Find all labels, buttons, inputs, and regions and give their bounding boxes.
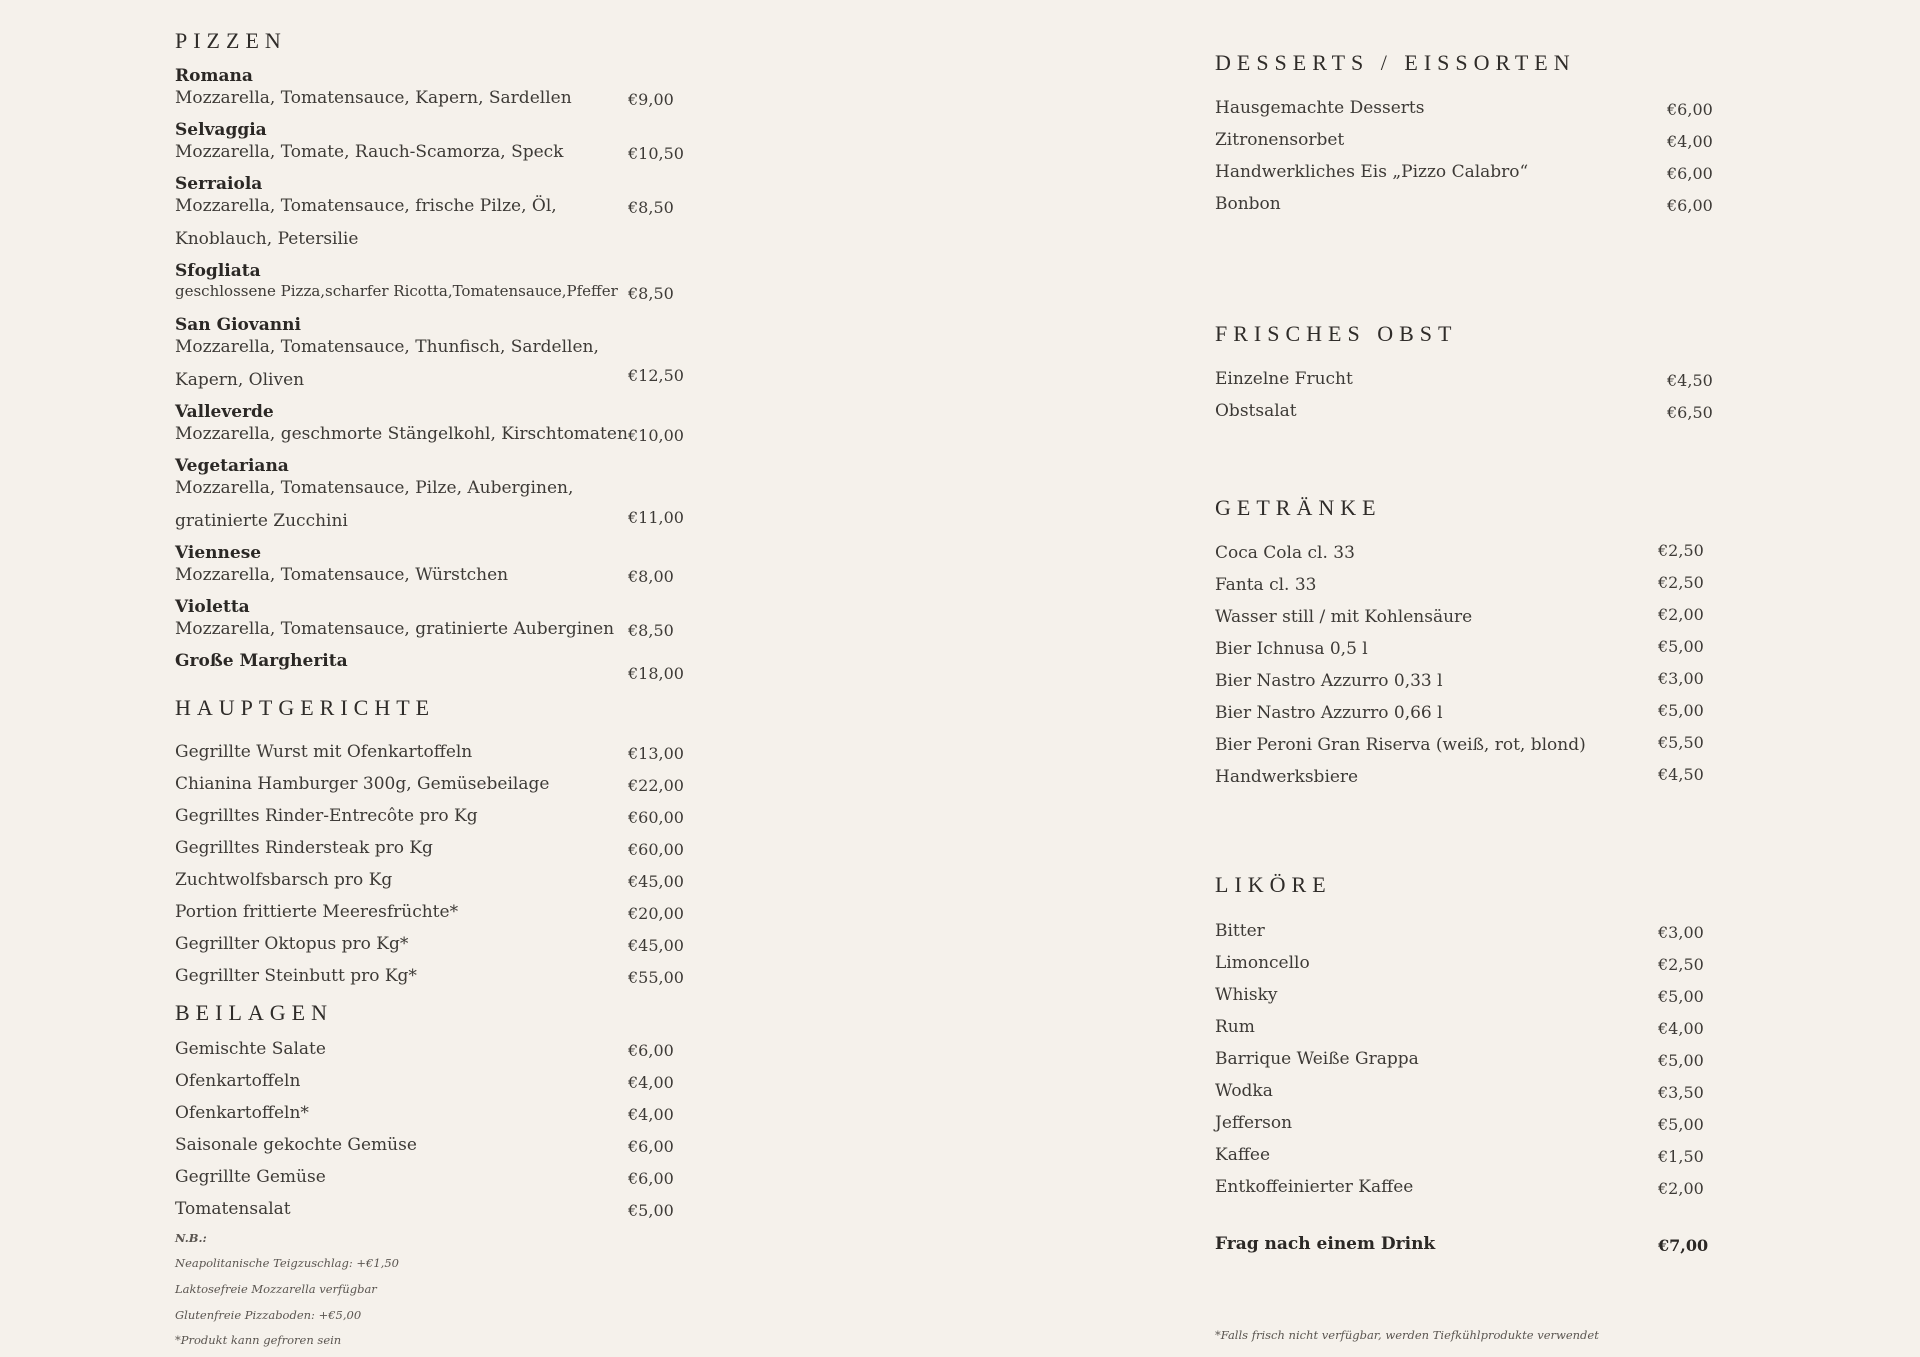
note-line: Glutenfreie Pizzaboden: +€5,00 <box>175 1308 362 1322</box>
pizza-description: Mozzarella, Tomatensauce, frische Pilze, Öl, <box>175 196 557 216</box>
note-line: *Produkt kann gefroren sein <box>175 1333 342 1347</box>
menu-item-price: €6,50 <box>1667 403 1713 422</box>
menu-item-price: €1,50 <box>1658 1147 1704 1166</box>
special-drink-price: €7,00 <box>1658 1236 1709 1255</box>
pizza-name: Selvaggia <box>175 120 267 140</box>
menu-item-name: Tomatensalat <box>175 1199 291 1219</box>
menu-item-name: Zitronensorbet <box>1215 130 1345 150</box>
menu-item-price: €4,00 <box>628 1073 674 1092</box>
menu-item-price: €2,50 <box>1658 573 1704 592</box>
menu-item-name: Kaffee <box>1215 1145 1271 1165</box>
menu-item-name: Bier Peroni Gran Riserva (weiß, rot, blond) <box>1215 735 1586 755</box>
note-line: Neapolitanische Teigzuschlag: +€1,50 <box>175 1256 399 1270</box>
pizza-description: Mozzarella, Tomate, Rauch-Scamorza, Speck <box>175 142 564 162</box>
pizza-description: Mozzarella, Tomatensauce, Thunfisch, Sardellen, <box>175 337 599 357</box>
pizza-price: €12,50 <box>628 366 684 385</box>
pizza-description: Mozzarella, Tomatensauce, Pilze, Auberginen, <box>175 478 574 498</box>
menu-item-price: €5,00 <box>628 1201 674 1220</box>
menu-item-price: €6,00 <box>628 1137 674 1156</box>
menu-item-name: Jefferson <box>1215 1113 1293 1133</box>
footnote: *Falls frisch nicht verfügbar, werden Tiefkühlprodukte verwendet <box>1215 1328 1599 1342</box>
section-title-desserts: DESSERTS / EISSORTEN <box>1215 50 1576 75</box>
pizza-price: €8,00 <box>628 567 674 586</box>
pizza-description-continued: Knoblauch, Petersilie <box>175 229 359 249</box>
pizza-name: Sfogliata <box>175 261 261 281</box>
menu-item-name: Gegrillter Oktopus pro Kg* <box>175 934 409 954</box>
section-title-getraenke: GETRÄNKE <box>1215 495 1382 520</box>
menu-item-price: €4,00 <box>1658 1019 1704 1038</box>
menu-item-name: Bonbon <box>1215 194 1281 214</box>
menu-item-price: €6,00 <box>1667 164 1713 183</box>
menu-item-name: Entkoffeinierter Kaffee <box>1215 1177 1414 1197</box>
menu-item-price: €55,00 <box>628 968 684 987</box>
pizza-name: San Giovanni <box>175 315 301 335</box>
pizza-description: Mozzarella, Tomatensauce, Kapern, Sardellen <box>175 88 572 108</box>
section-title-beilagen: BEILAGEN <box>175 1000 333 1025</box>
menu-item-name: Gegrillte Gemüse <box>175 1167 326 1187</box>
menu-item-price: €6,00 <box>628 1169 674 1188</box>
menu-item-name: Fanta cl. 33 <box>1215 575 1317 595</box>
pizza-description: Mozzarella, Tomatensauce, Würstchen <box>175 565 509 585</box>
menu-item-name: Ofenkartoffeln <box>175 1071 301 1091</box>
menu-item-price: €20,00 <box>628 904 684 923</box>
menu-item-name: Handwerksbiere <box>1215 767 1359 787</box>
menu-item-name: Obstsalat <box>1215 401 1297 421</box>
menu-item-price: €3,50 <box>1658 1083 1704 1102</box>
menu-item-name: Bier Nastro Azzurro 0,33 l <box>1215 671 1443 691</box>
menu-item-name: Whisky <box>1215 985 1278 1005</box>
menu-item-price: €45,00 <box>628 872 684 891</box>
menu-item-price: €5,00 <box>1658 701 1704 720</box>
menu-item-name: Gemischte Salate <box>175 1039 326 1059</box>
menu-item-price: €6,00 <box>1667 100 1713 119</box>
pizza-price: €10,50 <box>628 144 684 163</box>
pizza-price: €9,00 <box>628 90 674 109</box>
menu-item-price: €3,00 <box>1658 923 1704 942</box>
menu-item-name: Ofenkartoffeln* <box>175 1103 309 1123</box>
menu-item-name: Bitter <box>1215 921 1265 941</box>
menu-item-name: Gegrillter Steinbutt pro Kg* <box>175 966 417 986</box>
menu-item-name: Zuchtwolfsbarsch pro Kg <box>175 870 393 890</box>
pizza-price: €8,50 <box>628 198 674 217</box>
menu-item-name: Limoncello <box>1215 953 1310 973</box>
pizza-description: Mozzarella, Tomatensauce, gratinierte Auberginen <box>175 619 615 639</box>
menu-item-price: €2,00 <box>1658 605 1704 624</box>
pizza-description: Mozzarella, geschmorte Stängelkohl, Kirschtomaten <box>175 424 628 444</box>
pizza-name: Violetta <box>175 597 250 617</box>
menu-item-name: Barrique Weiße Grappa <box>1215 1049 1419 1069</box>
menu-item-price: €5,00 <box>1658 637 1704 656</box>
pizza-price: €8,50 <box>628 284 674 303</box>
menu-item-price: €4,50 <box>1667 371 1713 390</box>
menu-item-price: €4,00 <box>1667 132 1713 151</box>
pizza-price: €8,50 <box>628 621 674 640</box>
menu-item-price: €45,00 <box>628 936 684 955</box>
pizza-description-continued: gratinierte Zucchini <box>175 511 348 531</box>
menu-item-price: €22,00 <box>628 776 684 795</box>
menu-item-name: Bier Ichnusa 0,5 l <box>1215 639 1368 659</box>
pizza-name: Viennese <box>175 543 262 563</box>
pizza-name: Romana <box>175 66 253 86</box>
menu-item-name: Hausgemachte Desserts <box>1215 98 1425 118</box>
section-title-obst: FRISCHES OBST <box>1215 321 1458 346</box>
pizza-description-continued: Kapern, Oliven <box>175 370 305 390</box>
menu-item-price: €60,00 <box>628 840 684 859</box>
pizza-price: €10,00 <box>628 426 684 445</box>
menu-item-price: €60,00 <box>628 808 684 827</box>
menu-item-price: €3,00 <box>1658 669 1704 688</box>
menu-item-name: Portion frittierte Meeresfrüchte* <box>175 902 459 922</box>
menu-item-name: Chianina Hamburger 300g, Gemüsebeilage <box>175 774 550 794</box>
menu-item-price: €4,00 <box>628 1105 674 1124</box>
note-line: Laktosefreie Mozzarella verfügbar <box>175 1282 377 1296</box>
menu-item-price: €6,00 <box>628 1041 674 1060</box>
menu-item-price: €2,50 <box>1658 541 1704 560</box>
pizza-price: €11,00 <box>628 508 684 527</box>
section-title-pizzen: PIZZEN <box>175 28 287 53</box>
menu-item-price: €5,00 <box>1658 1051 1704 1070</box>
menu-item-price: €5,50 <box>1658 733 1704 752</box>
menu-item-price: €5,00 <box>1658 987 1704 1006</box>
menu-item-name: Coca Cola cl. 33 <box>1215 543 1355 563</box>
menu-item-name: Wodka <box>1215 1081 1273 1101</box>
section-title-hauptgerichte: HAUPTGERICHTE <box>175 695 436 720</box>
menu-item-price: €13,00 <box>628 744 684 763</box>
menu-item-price: €6,00 <box>1667 196 1713 215</box>
notes-heading: N.B.: <box>175 1231 207 1245</box>
menu-item-name: Gegrilltes Rinder-Entrecôte pro Kg <box>175 806 478 826</box>
pizza-name: Valleverde <box>175 402 274 422</box>
section-title-likoere: LIKÖRE <box>1215 872 1332 897</box>
pizza-name: Vegetariana <box>175 456 289 476</box>
menu-item-price: €5,00 <box>1658 1115 1704 1134</box>
menu-item-name: Rum <box>1215 1017 1255 1037</box>
menu-item-name: Gegrillte Wurst mit Ofenkartoffeln <box>175 742 473 762</box>
pizza-name: Serraiola <box>175 174 263 194</box>
pizza-name: Große Margherita <box>175 651 348 671</box>
menu-item-name: Handwerkliches Eis „Pizzo Calabro“ <box>1215 162 1529 182</box>
menu-item-price: €2,00 <box>1658 1179 1704 1198</box>
pizza-price: €18,00 <box>628 664 684 683</box>
menu-item-name: Einzelne Frucht <box>1215 369 1353 389</box>
pizza-description: geschlossene Pizza,scharfer Ricotta,Tomatensauce,Pfeffer <box>175 282 618 300</box>
menu-item-price: €4,50 <box>1658 765 1704 784</box>
menu-item-name: Wasser still / mit Kohlensäure <box>1215 607 1473 627</box>
menu-item-name: Saisonale gekochte Gemüse <box>175 1135 417 1155</box>
menu-item-name: Bier Nastro Azzurro 0,66 l <box>1215 703 1443 723</box>
menu-item-price: €2,50 <box>1658 955 1704 974</box>
menu-item-name: Gegrilltes Rindersteak pro Kg <box>175 838 433 858</box>
special-drink-name: Frag nach einem Drink <box>1215 1234 1436 1254</box>
